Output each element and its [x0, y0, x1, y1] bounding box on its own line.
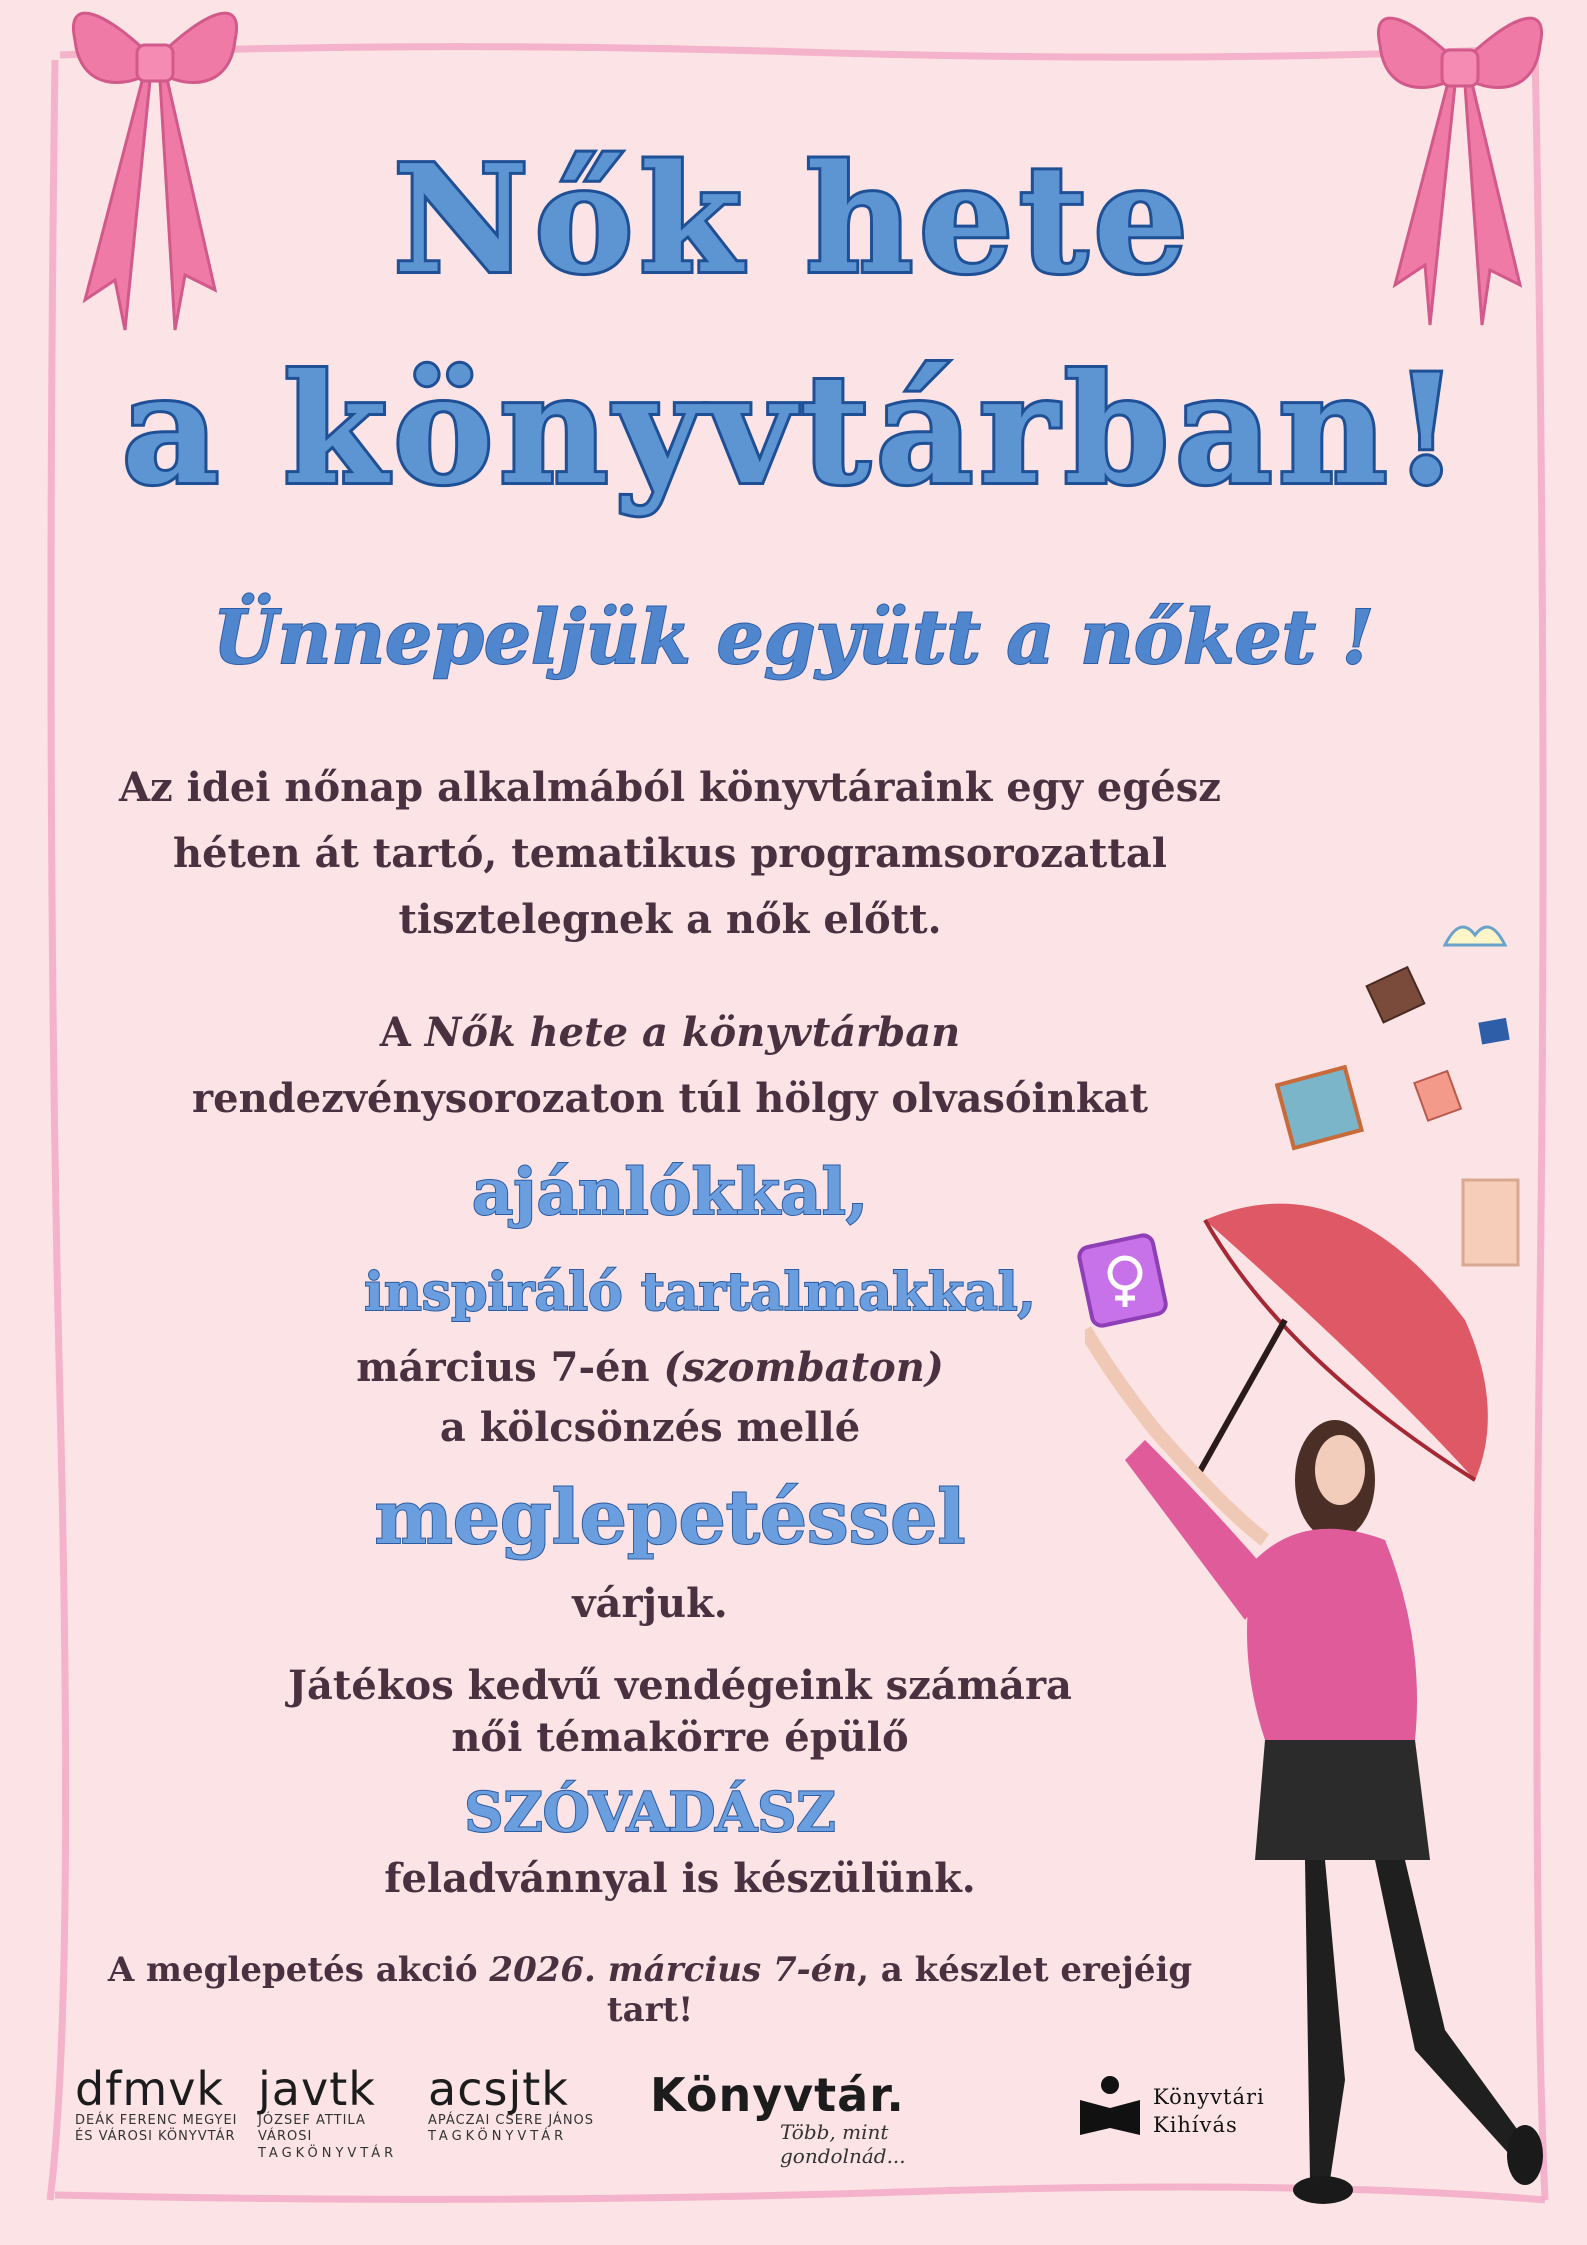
footer-suffix: , a készlet erejéig tart!	[606, 1950, 1193, 2030]
series-text	[90, 1000, 1250, 1132]
logo-dfmvk-line1: DEÁK FERENC MEGYEI	[75, 2113, 238, 2128]
date-day: (szombaton)	[663, 1344, 944, 1391]
logo-acsjtk	[428, 2062, 608, 2146]
intro-line-2: héten át tartó, tematikus programsorozattal	[172, 830, 1167, 877]
series-line-2: rendezvénysorozaton túl hölgy olvasóinkat	[192, 1075, 1148, 1122]
date-text: március 7-én	[356, 1344, 664, 1391]
umbrella-icon	[1085, 1180, 1555, 2240]
intro-line-3: tisztelegnek a nők előtt.	[398, 896, 942, 943]
logo-acsjtk-line2: TAGKÖNYVTÁR	[428, 2129, 568, 2145]
logo-dfmvk-name: dfmvk	[75, 2062, 225, 2116]
logo-javtk-line2: TAGKÖNYVTÁR	[258, 2145, 398, 2161]
logo-javtk-line1: JÓZSEF ATTILA VÁROSI	[258, 2113, 366, 2145]
offer-ajanlok: ajánlókkal,	[471, 1155, 869, 1230]
series-name: Nők hete a könyvtárban	[424, 1009, 961, 1056]
game-line-1: Játékos kedvű vendégeink számára	[288, 1662, 1072, 1709]
intro-text	[90, 755, 1250, 953]
game-line-3: feladvánnyal is készülünk.	[384, 1855, 976, 1902]
book-icon	[1365, 965, 1430, 1025]
intro-line-1: Az idei nőnap alkalmából könyvtáraink egy egész	[119, 764, 1221, 811]
footer-date: 2026. március 7-én	[489, 1950, 858, 1990]
book-icon	[1075, 2070, 1145, 2140]
title-line-2: a könyvtárban!	[121, 342, 1466, 518]
series-prefix: A	[379, 1009, 425, 1056]
logo-konyvtar-tagline: Több, mint gondolnád...	[780, 2120, 906, 2168]
logo-acsjtk-name: acsjtk	[428, 2062, 569, 2116]
book-icon	[1440, 905, 1510, 955]
offer-inspiralo: inspiráló tartalmakkal,	[364, 1262, 1036, 1323]
logo-javtk-name: javtk	[258, 2062, 376, 2116]
game-line-2: női témakörre épülő	[451, 1714, 909, 1761]
series-line-1	[90, 1000, 1250, 1066]
logo-dfmvk	[75, 2062, 255, 2146]
wait-line: várjuk.	[572, 1580, 728, 1627]
logo-dfmvk-line2: ÉS VÁROSI KÖNYVTÁR	[75, 2129, 236, 2145]
logo-kihivas-line1: Könyvtári	[1153, 2085, 1265, 2109]
logo-acsjtk-line1: APÁCZAI CSERE JÁNOS	[428, 2113, 595, 2128]
book-icon	[1275, 1065, 1370, 1155]
date-line	[90, 1340, 1210, 1396]
game-highlight: SZÓVADÁSZ	[464, 1780, 836, 1844]
logo-kihivas-line2: Kihívás	[1153, 2113, 1238, 2137]
book-icon	[1475, 1015, 1515, 1050]
logo-konyvtar-name: Könyvtár.	[650, 2068, 905, 2122]
subtitle: Ünnepeljük együtt a nőket !	[212, 595, 1375, 681]
footer-prefix: A meglepetés akció	[107, 1950, 490, 1990]
logo-konyvtar	[650, 2070, 930, 2168]
loan-line: a kölcsönzés mellé	[439, 1404, 861, 1451]
book-icon	[1410, 1065, 1470, 1125]
logo-javtk	[258, 2062, 418, 2162]
logo-kihivas	[1153, 2083, 1265, 2139]
footer-note	[70, 1950, 1230, 2030]
title-line-1: Nők hete	[393, 132, 1194, 306]
surprise-word: meglepetéssel	[374, 1475, 966, 1561]
